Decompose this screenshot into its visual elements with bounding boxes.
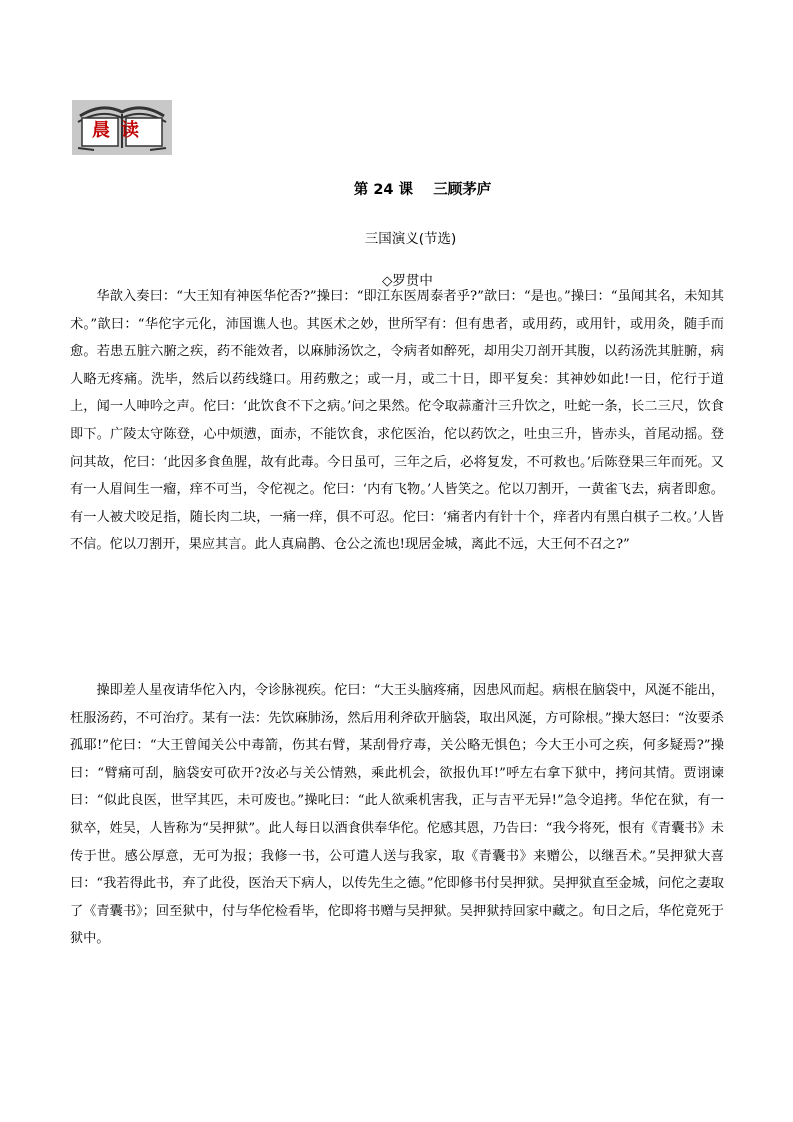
paragraph-2: 操即差人星夜请华佗入内，令诊脉视疾。佗曰：“大王头脑疼痛，因患风而起。病根在脑袋中，风涎不能出，枉服汤药，不可治疗。某有一法：先饮麻肺汤，然后用利斧砍开脑袋，取出风涎，方可除根。”操大怒曰：“汝要杀孤耶!”佗曰：“大王曾闻关公中毒箭，伤其右臂，某刮骨疗毒，关公略无惧色；今大王小可之疾，何多疑焉?”操曰：“臂痛可刮，脑袋安可砍开?汝必与关公情熟，乘此机会，欲报仇耳!”呼左右拿下狱中，拷问其情。贾诩谏曰：“似此良医，世罕其匹，未可废也。”操叱曰：“此人欲乘机害我，正与吉平无异!”急令追拷。华佗在狱，有一狱卒，姓吴，人皆称为“吴押狱”。此人每日以酒食供奉华佗。佗感其恩，乃告曰：“我今将死，恨有《青囊书》未传于世。感公厚意，无可为报；我修一书，公可遣人送与我家，取《青囊书》来赠公，以继吾术。”吴押狱大喜曰：“我若得此书，弃了此役，医治天下病人，以传先生之德。”佗即修书付吴押狱。吴押狱直至金城，问佗之妻取了《青囊书》；回至狱中，付与华佗检看毕，佗即将书赠与吴押狱。吴押狱持回家中藏之。旬日之后，华佗竟死于狱中。 — [70, 683, 724, 947]
paragraph-1: 华歆入奏曰：“大王知有神医华佗否?”操曰：“即江东医周泰者乎?”歆曰：“是也。”操曰：“虽闻其名，未知其术。”歆曰：“华佗字元化，沛国谯人也。其医术之妙，世所罕有：但有患者，或用药，或用针，或用灸，随手而愈。若患五脏六腑之疾，药不能效者，以麻肺汤饮之，令病者如醉死，却用尖刀剖开其腹，以药汤洗其脏腑，病人略无疼痛。洗毕，然后以药线缝口。用药敷之；或一月，或二十日，即平复矣：其神妙如此!一日，佗行于道上，闻一人呻吟之声。佗曰：‘此饮食不下之病。’问之果然。佗令取蒜齑汁三升饮之，吐蛇一条，长二三尺，饮食即下。广陵太守陈登，心中烦懑，面赤，不能饮食，求佗医治，佗以药饮之，吐虫三升，皆赤头，首尾动摇。登问其故，佗曰：‘此因多食鱼腥，故有此毒。今日虽可，三年之后，必将复发，不可救也。’后陈登果三年而死。又有一人眉间生一瘤，痒不可当，令佗视之。佗曰：‘内有飞物。’人皆笑之。佗以刀割开，一黄雀飞去，病者即愈。有一人被犬咬足指，随长肉二块，一痛一痒，俱不可忍。佗曰：‘痛者内有针十个，痒者内有黑白棋子二枚。’人皆不信。佗以刀割开，果应其言。此人真扁鹊、仓公之流也!现居金城，离此不远，大王何不召之?” — [70, 289, 724, 553]
logo-char-morning: 晨 — [92, 120, 110, 141]
source-title: 三国演义(节选) — [364, 231, 457, 247]
chendu-logo — [72, 100, 172, 155]
lesson-title: 第 24 课 三顾茅庐 — [353, 182, 492, 198]
author-line: ◇罗贯中 — [382, 273, 433, 289]
logo-char-read: 读 — [121, 120, 139, 141]
